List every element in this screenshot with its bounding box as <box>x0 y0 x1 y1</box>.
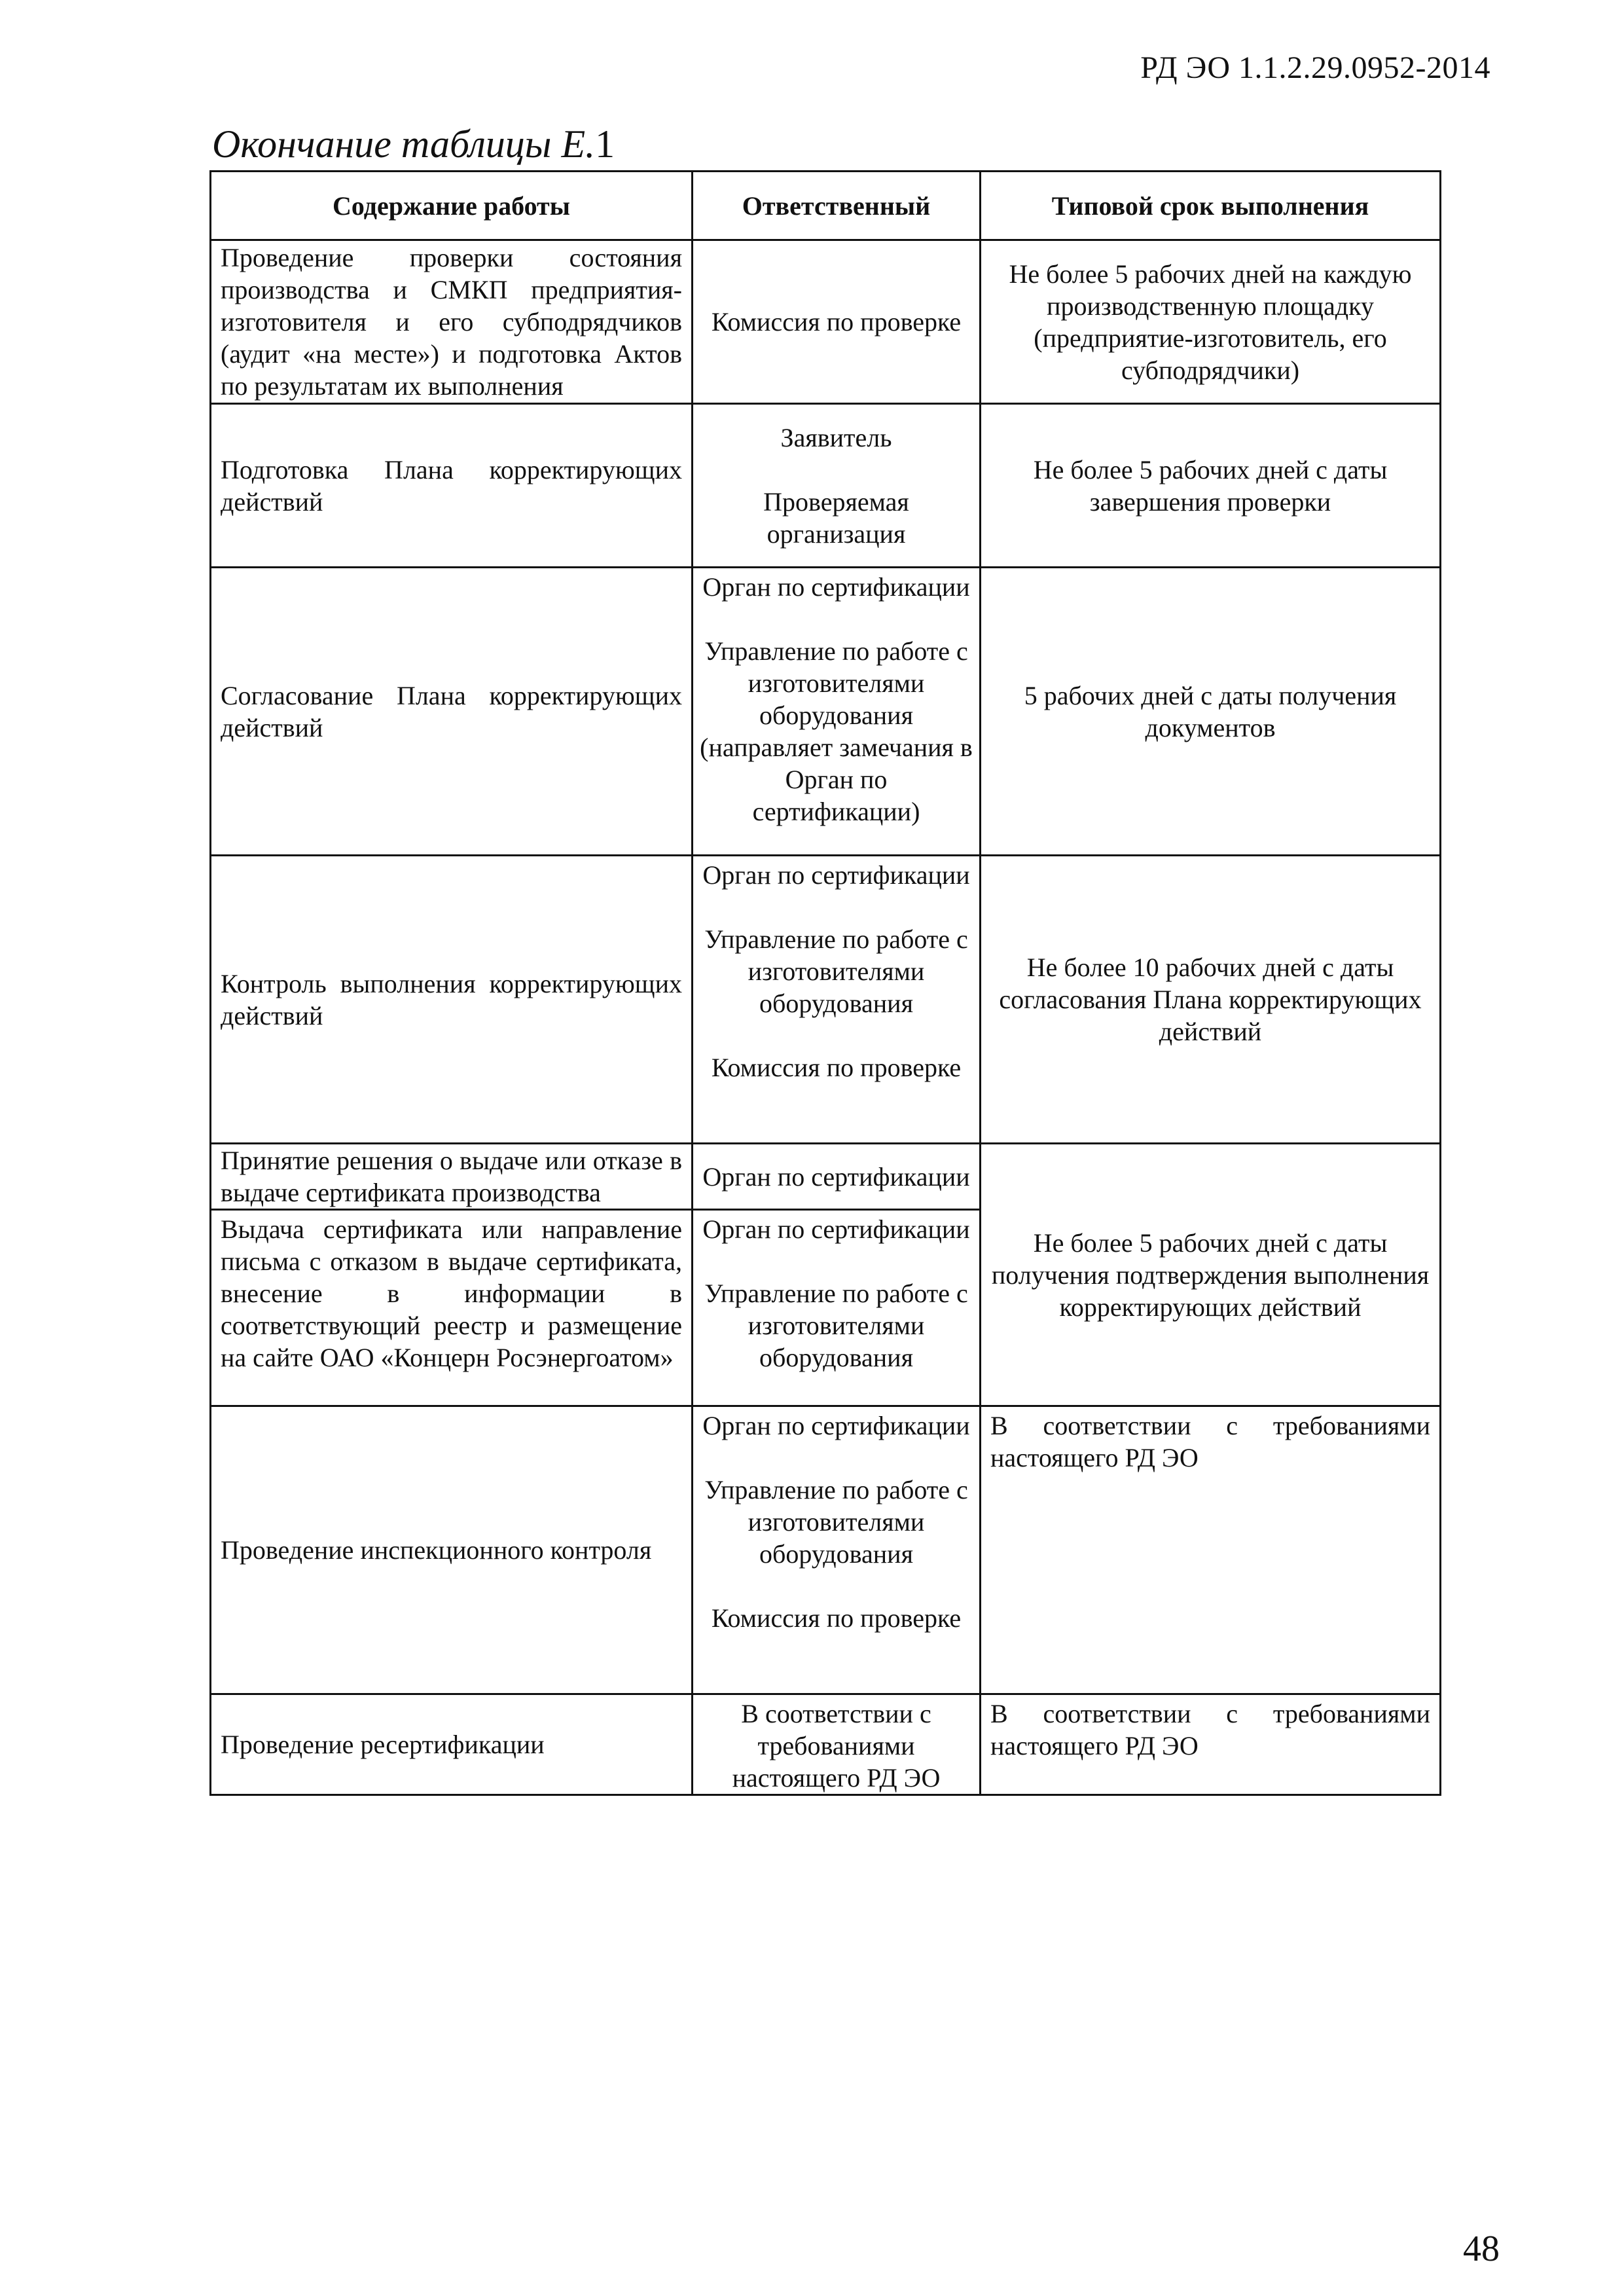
responsible-cell <box>693 568 981 856</box>
term-cell: 5 рабочих дней с даты получения документов <box>981 568 1441 856</box>
table-row <box>211 404 1441 568</box>
table-caption-number: 1 <box>595 122 615 166</box>
schedule-table <box>209 170 1441 1796</box>
responsible-item: Управление по работе с изготовителями оборудования <box>704 1279 968 1372</box>
responsible-item: Заявитель <box>780 422 892 452</box>
work-cell: Принятие решения о выдаче или отказе в выдаче сертификата производства <box>211 1144 693 1210</box>
column-header-responsible: Ответственный <box>693 172 981 240</box>
work-cell: Подготовка Плана корректирующих действий <box>211 404 693 568</box>
responsible-item: Комиссия по проверке <box>711 1053 962 1082</box>
document-number: РД ЭО 1.1.2.29.0952-2014 <box>1140 50 1490 85</box>
table-row <box>211 568 1441 856</box>
responsible-cell <box>693 856 981 1144</box>
responsible-item: Управление по работе с изготовителями оборудования (направляет замечания в Орган по сертификации) <box>700 636 973 826</box>
responsible-cell <box>693 404 981 568</box>
work-cell: Согласование Плана корректирующих действий <box>211 568 693 856</box>
responsible-item: Проверяемая организация <box>763 486 909 549</box>
work-cell: Контроль выполнения корректирующих действий <box>211 856 693 1144</box>
table-row <box>211 1144 1441 1210</box>
responsible-cell <box>693 240 981 404</box>
term-cell: Не более 10 рабочих дней с даты согласования Плана корректирующих действий <box>981 856 1441 1144</box>
responsible-item: Орган по сертификации <box>702 1411 970 1440</box>
work-cell: Проведение ресертификации <box>211 1694 693 1795</box>
responsible-item: Комиссия по проверке <box>711 307 962 337</box>
table-caption-text: Окончание таблицы Е. <box>212 122 596 166</box>
responsible-item: Управление по работе с изготовителями оборудования <box>704 924 968 1018</box>
column-header-term: Типовой срок выполнения <box>981 172 1441 240</box>
table-header-row <box>211 172 1441 240</box>
table-caption <box>212 122 615 167</box>
responsible-cell <box>693 1210 981 1406</box>
table-row <box>211 1406 1441 1694</box>
table-row <box>211 240 1441 404</box>
term-cell: Не более 5 рабочих дней с даты получения подтверждения выполнения корректирующих действий <box>981 1144 1441 1406</box>
responsible-item: Комиссия по проверке <box>711 1603 962 1633</box>
responsible-item: Орган по сертификации <box>702 572 970 602</box>
table-row <box>211 856 1441 1144</box>
work-cell: Проведение проверки состояния производства и СМКП предприятия-изготовителя и его субподрядчиков (аудит «на месте») и подготовка Актов по результатам их выполнения <box>211 240 693 404</box>
column-header-work: Содержание работы <box>211 172 693 240</box>
responsible-item: Орган по сертификации <box>702 860 970 890</box>
page-number: 48 <box>1463 2229 1500 2269</box>
work-cell: Проведение инспекционного контроля <box>211 1406 693 1694</box>
responsible-cell <box>693 1144 981 1210</box>
responsible-item: В соответствии с требованиями настоящего РД ЭО <box>732 1699 941 1793</box>
responsible-cell <box>693 1406 981 1694</box>
table-row <box>211 1694 1441 1795</box>
responsible-item: Орган по сертификации <box>702 1161 970 1192</box>
responsible-cell <box>693 1694 981 1795</box>
term-cell: В соответствии с требованиями настоящего РД ЭО <box>981 1694 1441 1795</box>
responsible-item: Орган по сертификации <box>702 1214 970 1244</box>
term-cell: Не более 5 рабочих дней на каждую производственную площадку (предприятие-изготовитель, его субподрядчики) <box>981 240 1441 404</box>
term-cell: Не более 5 рабочих дней с даты завершения проверки <box>981 404 1441 568</box>
responsible-item: Управление по работе с изготовителями оборудования <box>704 1475 968 1569</box>
term-cell: В соответствии с требованиями настоящего РД ЭО <box>981 1406 1441 1694</box>
work-cell: Выдача сертификата или направление письма с отказом в выдаче сертификата, внесение в информации в соответствующий реестр и размещение на сайте ОАО «Концерн Росэнергоатом» <box>211 1210 693 1406</box>
